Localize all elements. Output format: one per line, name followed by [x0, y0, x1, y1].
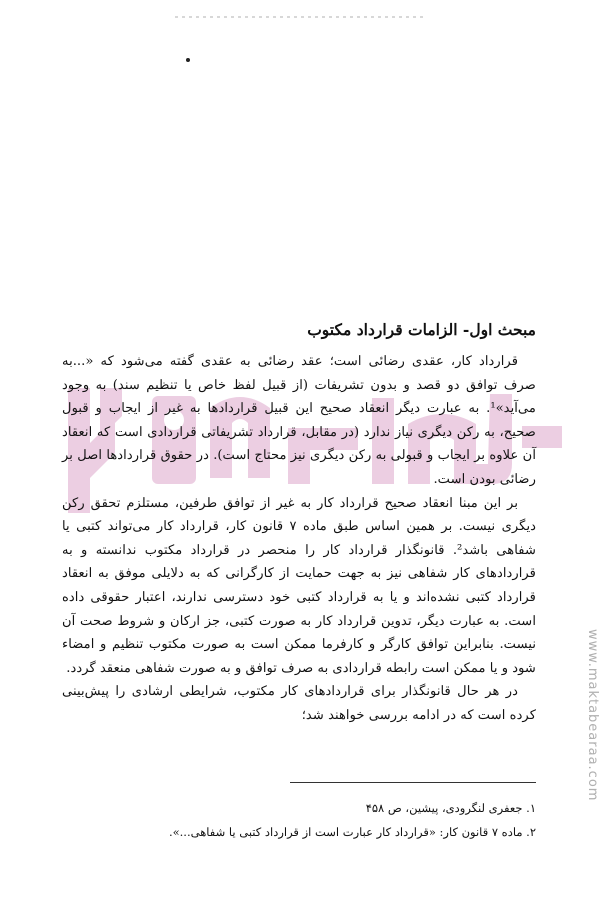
side-watermark [574, 555, 600, 875]
scan-dot [186, 58, 190, 62]
scan-artifact [175, 16, 425, 18]
body-text [62, 350, 536, 728]
footnote-divider [290, 782, 536, 783]
footnote-2: ۲. ماده ۷ قانون کار: «قرارداد کار عبارت است از قرارداد کتبی یا شفاهی...». [168, 825, 536, 839]
footnotes [62, 796, 536, 844]
paragraph-2: بر این مبنا انعقاد صحیح قرارداد کار به غیر از توافق طرفین، مستلزم تحقق رکن دیگری نیست. بر همین اساس طبق ماده ۷ قانون کار، قرارداد کار می‌تواند کتبی یا شفاهی باشد². قانونگذار قرارداد کار را منحصر در قرارداد مکتوب ندانسته و به قراردادهای کار شفاهی نیز به جهت حمایت از کارگرانی که به دلایلی موفق به انعقاد قرارداد کتبی نشده‌اند و یا به قرارداد کتبی خود دسترسی ندارند، اعتبار حقوقی داده است. به عبارت دیگر، تدوین قرارداد کار به صورت کتبی، جز ارکان و شروط صحت آن نیست. بنابراین توافق کارگر و کارفرما ممکن است به صورت مکتوب تنظیم و امضاء شود و یا ممکن است رابطه قراردادی به صرف توافق و به صورت شفاهی منعقد گردد. [62, 495, 536, 676]
section-heading: مبحث اول- الزامات قرارداد مکتوب [307, 320, 536, 339]
side-watermark-text: www.maktabearaa.com [585, 628, 600, 802]
paragraph-3: در هر حال قانونگذار برای قراردادهای کار مکتوب، شرایطی ارشادی را پیش‌بینی کرده است که در ادامه بررسی خواهند شد؛ [62, 684, 536, 723]
footnote-1: ۱. جعفری لنگرودی، پیشین، ص ۴۵۸ [365, 801, 536, 815]
paragraph-1: قرارداد کار، عقدی رضائی است؛ عقد رضائی به عقدی گفته می‌شود که «...به صرف توافق دو قصد و بدون تشریفات (از قبیل لفظ خاص یا تنظیم سند) به وجود می‌آید»¹. به عبارت دیگر انعقاد صحیح این قبیل قراردادها به غیر از ایجاب و قبول صحیح، به رکن دیگری نیاز ندارد (در مقابل، قرارداد تشریفاتی قراردادی است که انعقاد آن علاوه بر ایجاب و قبولی به رکن دیگری نیز محتاج است). در حقوق قراردادها اصل بر رضائی بودن است. [62, 354, 536, 487]
